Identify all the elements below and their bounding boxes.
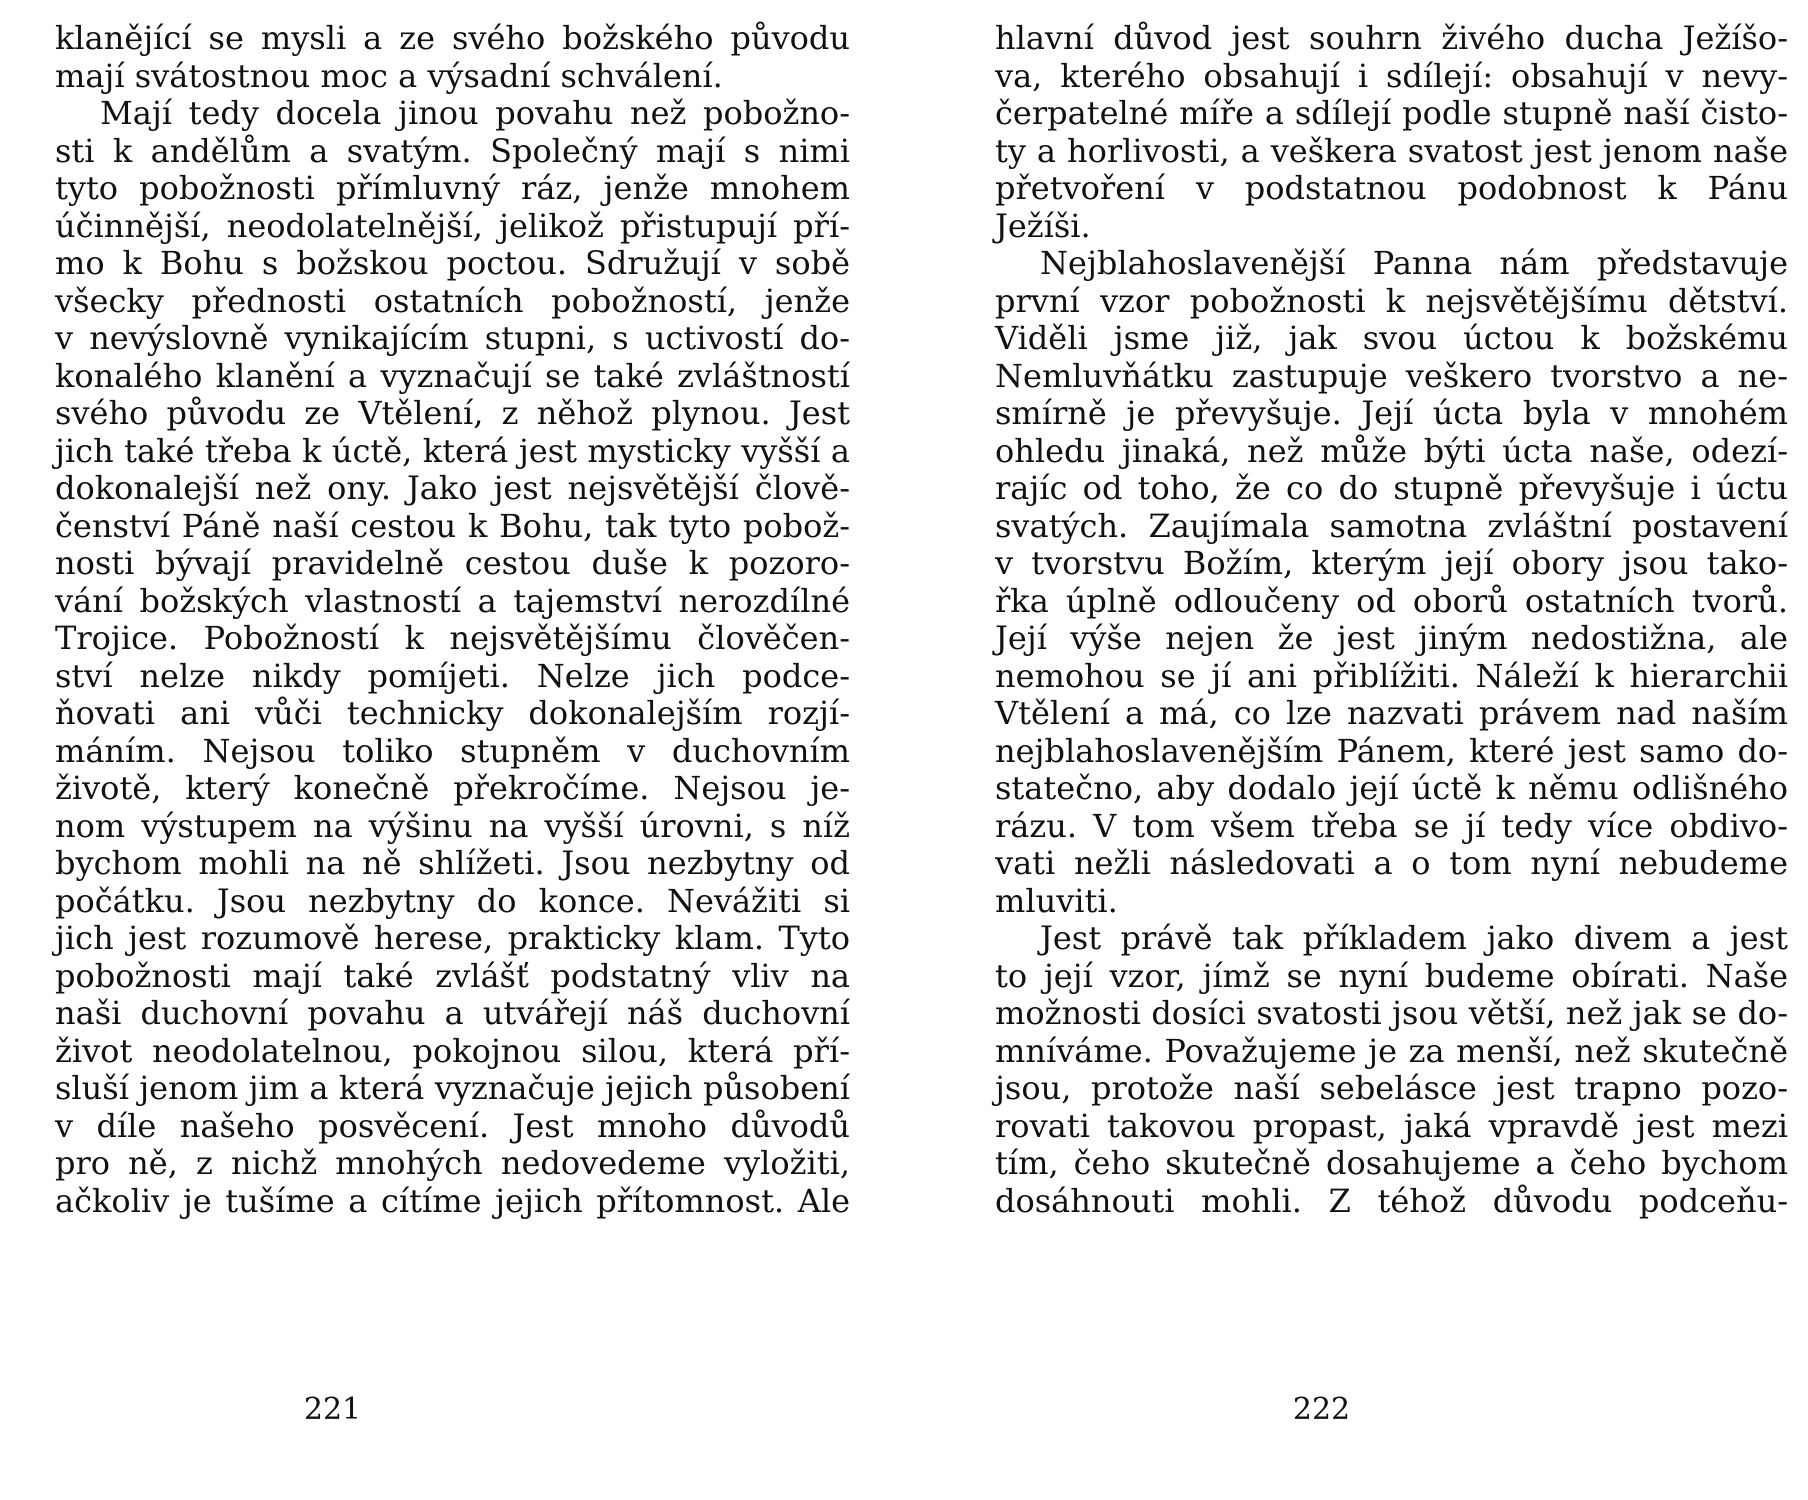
text-line: dosáhnouti mohli. Z téhož důvodu podceňu- [995,1181,1788,1220]
text-line: ství nelze nikdy pomíjeti. Nelze jich podce- [55,656,850,695]
text-line: ohledu jinaká, než může býti úcta naše, odezí- [995,431,1788,470]
text-line: naši duchovní povahu a utvářejí náš duchovní [55,994,850,1032]
text-line: tyto pobožnosti přímluvný ráz, jenže mnohem [55,169,850,207]
text-line: hlavní důvod jest souhrn živého ducha Ježíšo- [995,19,1788,57]
text-line: v tvorstvu Božím, kterým její obory jsou tako- [995,544,1788,582]
text-line: rajíc od toho, že co do stupně převyšuje i úctu [995,469,1788,507]
text-line: rovati takovou propast, jaká vpravdě jest mezi [995,1106,1788,1145]
text-line: Mají tedy docela jinou povahu než pobožno- [100,94,850,132]
text-line: jich také třeba k úctě, která jest mysticky vyšší a [55,431,850,470]
text-line: mníváme. Považujeme je za menší, než skutečně [995,1031,1788,1070]
text-line: Její výše nejen že jest jiným nedostižna, ale [995,619,1788,657]
text-line: mo k Bohu s božskou poctou. Sdružují v sobě [55,244,850,282]
text-line: účinnější, neodolatelnější, jelikož přistupují pří- [55,206,850,245]
text-line: sluší jenom jim a která vyznačuje jejich působení [55,1069,850,1107]
text-line: konalého klanění a vyznačují se také zvláštností [55,356,850,395]
text-line: možnosti dosíci svatosti jsou větší, než jak se do- [995,994,1788,1032]
right-page-text [995,20,1788,1220]
text-line: ňovati ani vůči technicky dokonalejším rozjí- [55,694,850,732]
text-line: klanějící se mysli a ze svého božského původu [55,19,850,57]
text-line: nejblahoslavenějším Pánem, které jest samo do- [995,731,1788,770]
text-line: mluviti. [995,881,1118,920]
text-line: nosti bývají pravidelně cestou duše k pozoro- [55,544,850,582]
text-line: život neodolatelnou, pokojnou silou, která pří- [55,1031,850,1070]
text-line: Viděli jsme již, jak svou úctou k božskému [995,319,1788,357]
text-line: statečno, aby dodalo její úctě k němu odlišného [995,769,1788,807]
text-line: životě, který konečně překročíme. Nejsou je- [55,769,850,807]
text-line: v díle našeho posvěcení. Jest mnoho důvodů [55,1106,850,1145]
text-line: rázu. V tom všem třeba se jí tedy více obdivo- [995,806,1788,845]
text-line: vati nežli následovati a o tom nyní nebudeme [995,844,1788,882]
text-line: Trojice. Pobožností k nejsvětějšímu člověčen- [55,619,850,657]
text-line: v nevýslovně vynikajícím stupni, s uctivostí do- [55,319,850,357]
text-line: Jest právě tak příkladem jako divem a jest [1040,919,1788,957]
text-line: řka úplně odloučeny od oborů ostatních tvorů. [995,581,1788,620]
text-line: Vtělení a má, co lze nazvati právem nad naším [995,694,1788,732]
text-line: pobožnosti mají také zvlášť podstatný vliv na [55,956,850,995]
page-number: 221 [303,1392,362,1427]
text-line: ty a horlivosti, a veškera svatost jest jenom naše [995,131,1788,170]
text-line: Ježíši. [995,206,1091,245]
text-line: mají svátostnou moc a výsadní schválení. [55,56,723,95]
text-line: čerpatelné míře a sdílejí podle stupně naší čisto- [995,94,1788,132]
text-line: va, kterého obsahují i sdílejí: obsahují v nevy- [995,56,1788,95]
text-line: máním. Nejsou toliko stupněm v duchovním [55,731,850,770]
text-line: bychom mohli na ně shlížeti. Jsou nezbytny od [55,844,850,882]
text-line: sti k andělům a svatým. Společný mají s nimi [55,131,850,170]
text-line: jich jest rozumově herese, prakticky klam. Tyto [55,919,850,957]
left-page-text [55,20,850,1220]
text-line: nom výstupem na výšinu na vyšší úrovni, s níž [55,806,850,845]
text-line: pro ně, z nichž mnohých nedovedeme vyložiti, [55,1144,850,1182]
text-line: první vzor pobožnosti k nejsvětějšímu dětství. [995,281,1788,320]
page-number: 222 [1292,1392,1351,1427]
text-line: přetvoření v podstatnou podobnost k Pánu [995,169,1788,207]
text-line: vání božských vlastností a tajemství nerozdílné [55,581,850,620]
text-line: to její vzor, jímž se nyní budeme obírati. Naše [995,956,1788,995]
text-line: smírně je převyšuje. Její úcta byla v mnohém [995,394,1788,432]
text-line: svatých. Zaujímala samotna zvláštní postavení [995,506,1788,545]
text-line: nemohou se jí ani přiblížiti. Náleží k hierarchii [995,656,1788,695]
text-line: Nemluvňátku zastupuje veškero tvorstvo a ne- [995,356,1788,395]
text-line: dokonalejší než ony. Jako jest nejsvětější člově- [55,469,850,507]
text-line: svého původu ze Vtělení, z něhož plynou. Jest [55,394,850,432]
text-line: jsou, protože naší sebelásce jest trapno pozo- [995,1069,1788,1107]
text-line: všecky přednosti ostatních pobožností, jenže [55,281,850,320]
text-line: čenství Páně naší cestou k Bohu, tak tyto pobož- [55,506,850,545]
text-line: tím, čeho skutečně dosahujeme a čeho bychom [995,1144,1788,1182]
text-line: počátku. Jsou nezbytny do konce. Nevážiti si [55,881,850,920]
text-line: ačkoliv je tušíme a cítíme jejich přítomnost. Ale [55,1181,850,1220]
text-line: Nejblahoslavenější Panna nám představuje [1040,244,1788,282]
